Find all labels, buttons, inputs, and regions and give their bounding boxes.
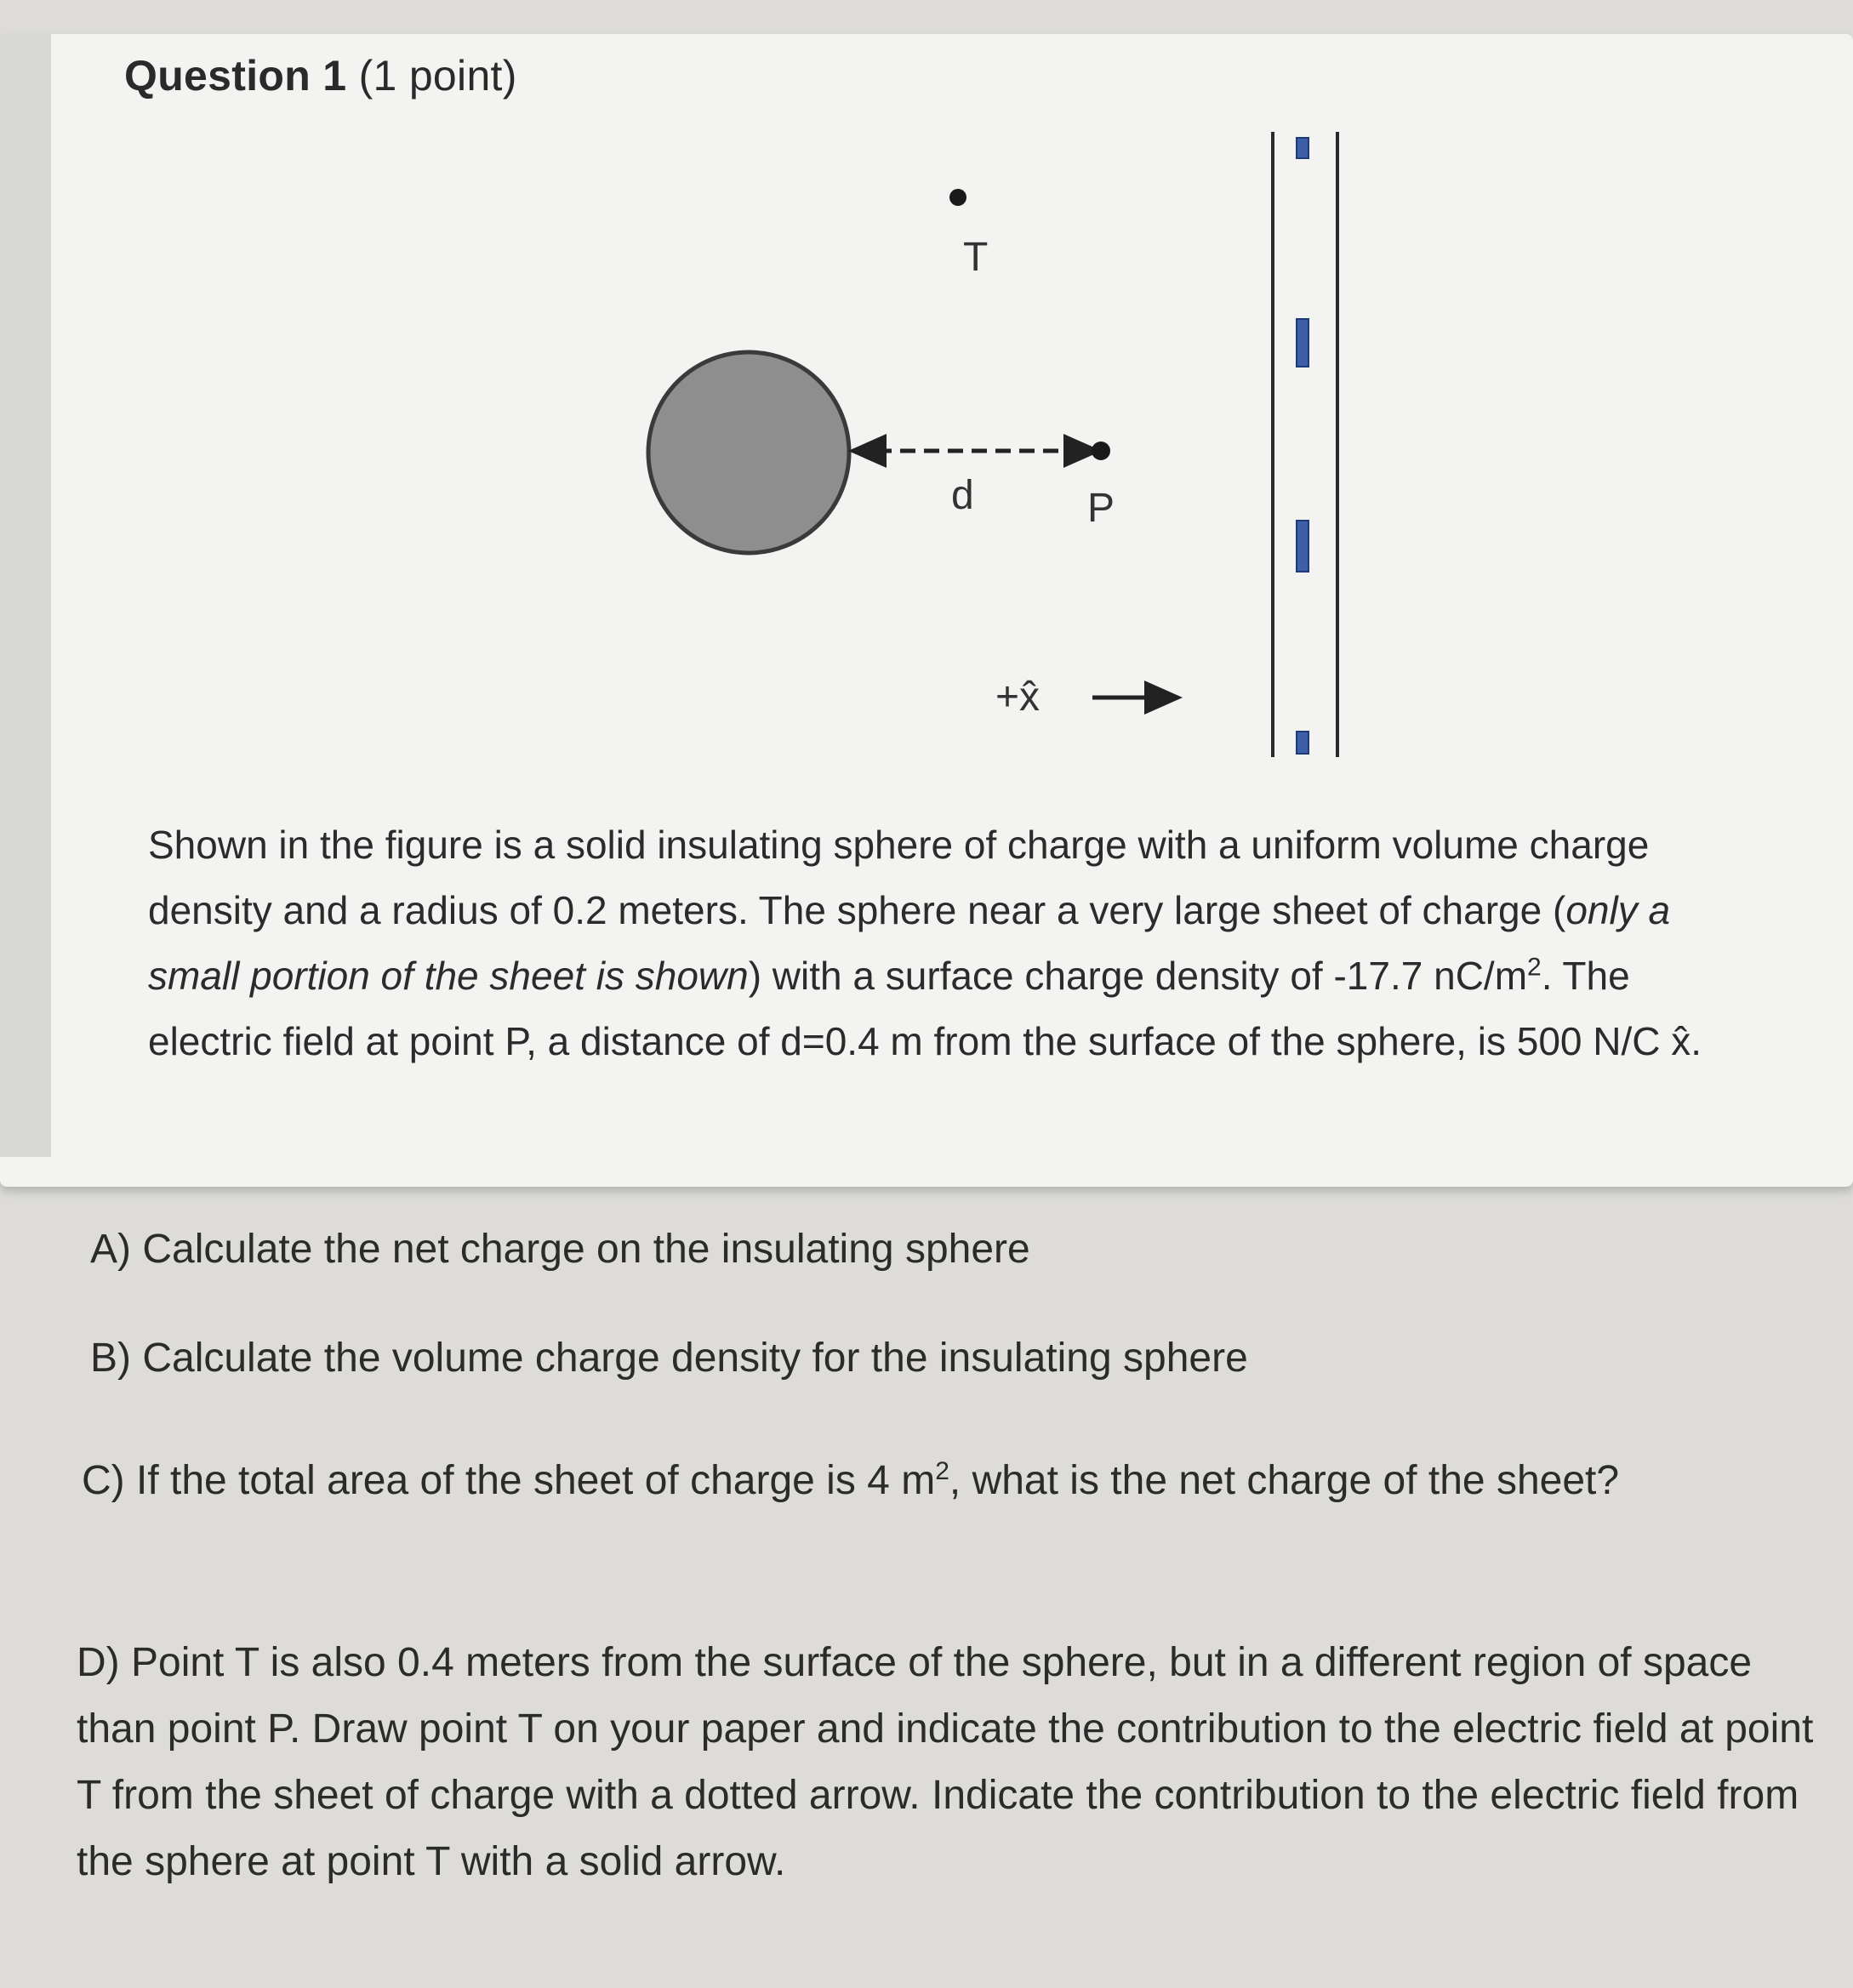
sheet-charge-mark bbox=[1297, 319, 1309, 367]
label-P: P bbox=[1087, 486, 1115, 531]
part-d: D) Point T is also 0.4 meters from the surface of the sphere, but in a different region of space than point P. Draw point T on your paper and indicate the contribution to the electric field at point T from the sheet of charge with a dotted arrow. Indicate the contribution to the electric field from the sphere at point T with a solid arrow. bbox=[77, 1640, 1814, 1884]
part-c bbox=[82, 1448, 1783, 1514]
part-c-superscript: 2 bbox=[935, 1457, 949, 1485]
question-intro bbox=[148, 812, 1765, 1074]
physics-figure bbox=[0, 0, 1853, 808]
insulating-sphere bbox=[648, 352, 849, 553]
label-d: d bbox=[951, 473, 974, 518]
part-a: A) Calculate the net charge on the insulating sphere bbox=[90, 1227, 1030, 1272]
charge-sheet bbox=[1273, 132, 1337, 757]
point-T-dot bbox=[949, 189, 966, 206]
intro-italic: only a small portion of the sheet is shown bbox=[148, 888, 1671, 998]
part-c-text-1: C) If the total area of the sheet of charge is 4 m bbox=[82, 1458, 936, 1503]
label-x-hat: +x̂ bbox=[995, 675, 1041, 720]
part-b: B) Calculate the volume charge density for the insulating sphere bbox=[90, 1336, 1248, 1381]
sheet-charge-mark bbox=[1297, 732, 1309, 754]
intro-superscript: 2 bbox=[1527, 953, 1542, 982]
intro-text-2: ) with a surface charge density of -17.7 nC/m bbox=[748, 954, 1528, 998]
question-number: Question 1 bbox=[124, 52, 347, 100]
label-T: T bbox=[963, 235, 989, 280]
intro-text-1: Shown in the figure is a solid insulating sphere of charge with a uniform volume charge density and a radius of 0.2 meters. The sphere near a very large sheet of charge ( bbox=[148, 823, 1650, 932]
part-c-text-2: , what is the net charge of the sheet? bbox=[949, 1458, 1620, 1503]
intro-text-3: . The electric field at point P, a distance of d=0.4 m from the surface of the sphere, is 500 N/C x̂. bbox=[148, 954, 1702, 1063]
question-points: (1 point) bbox=[346, 52, 517, 100]
sheet-charge-mark bbox=[1297, 138, 1309, 158]
sheet-charge-mark bbox=[1297, 521, 1309, 572]
point-P-dot bbox=[1092, 441, 1110, 460]
